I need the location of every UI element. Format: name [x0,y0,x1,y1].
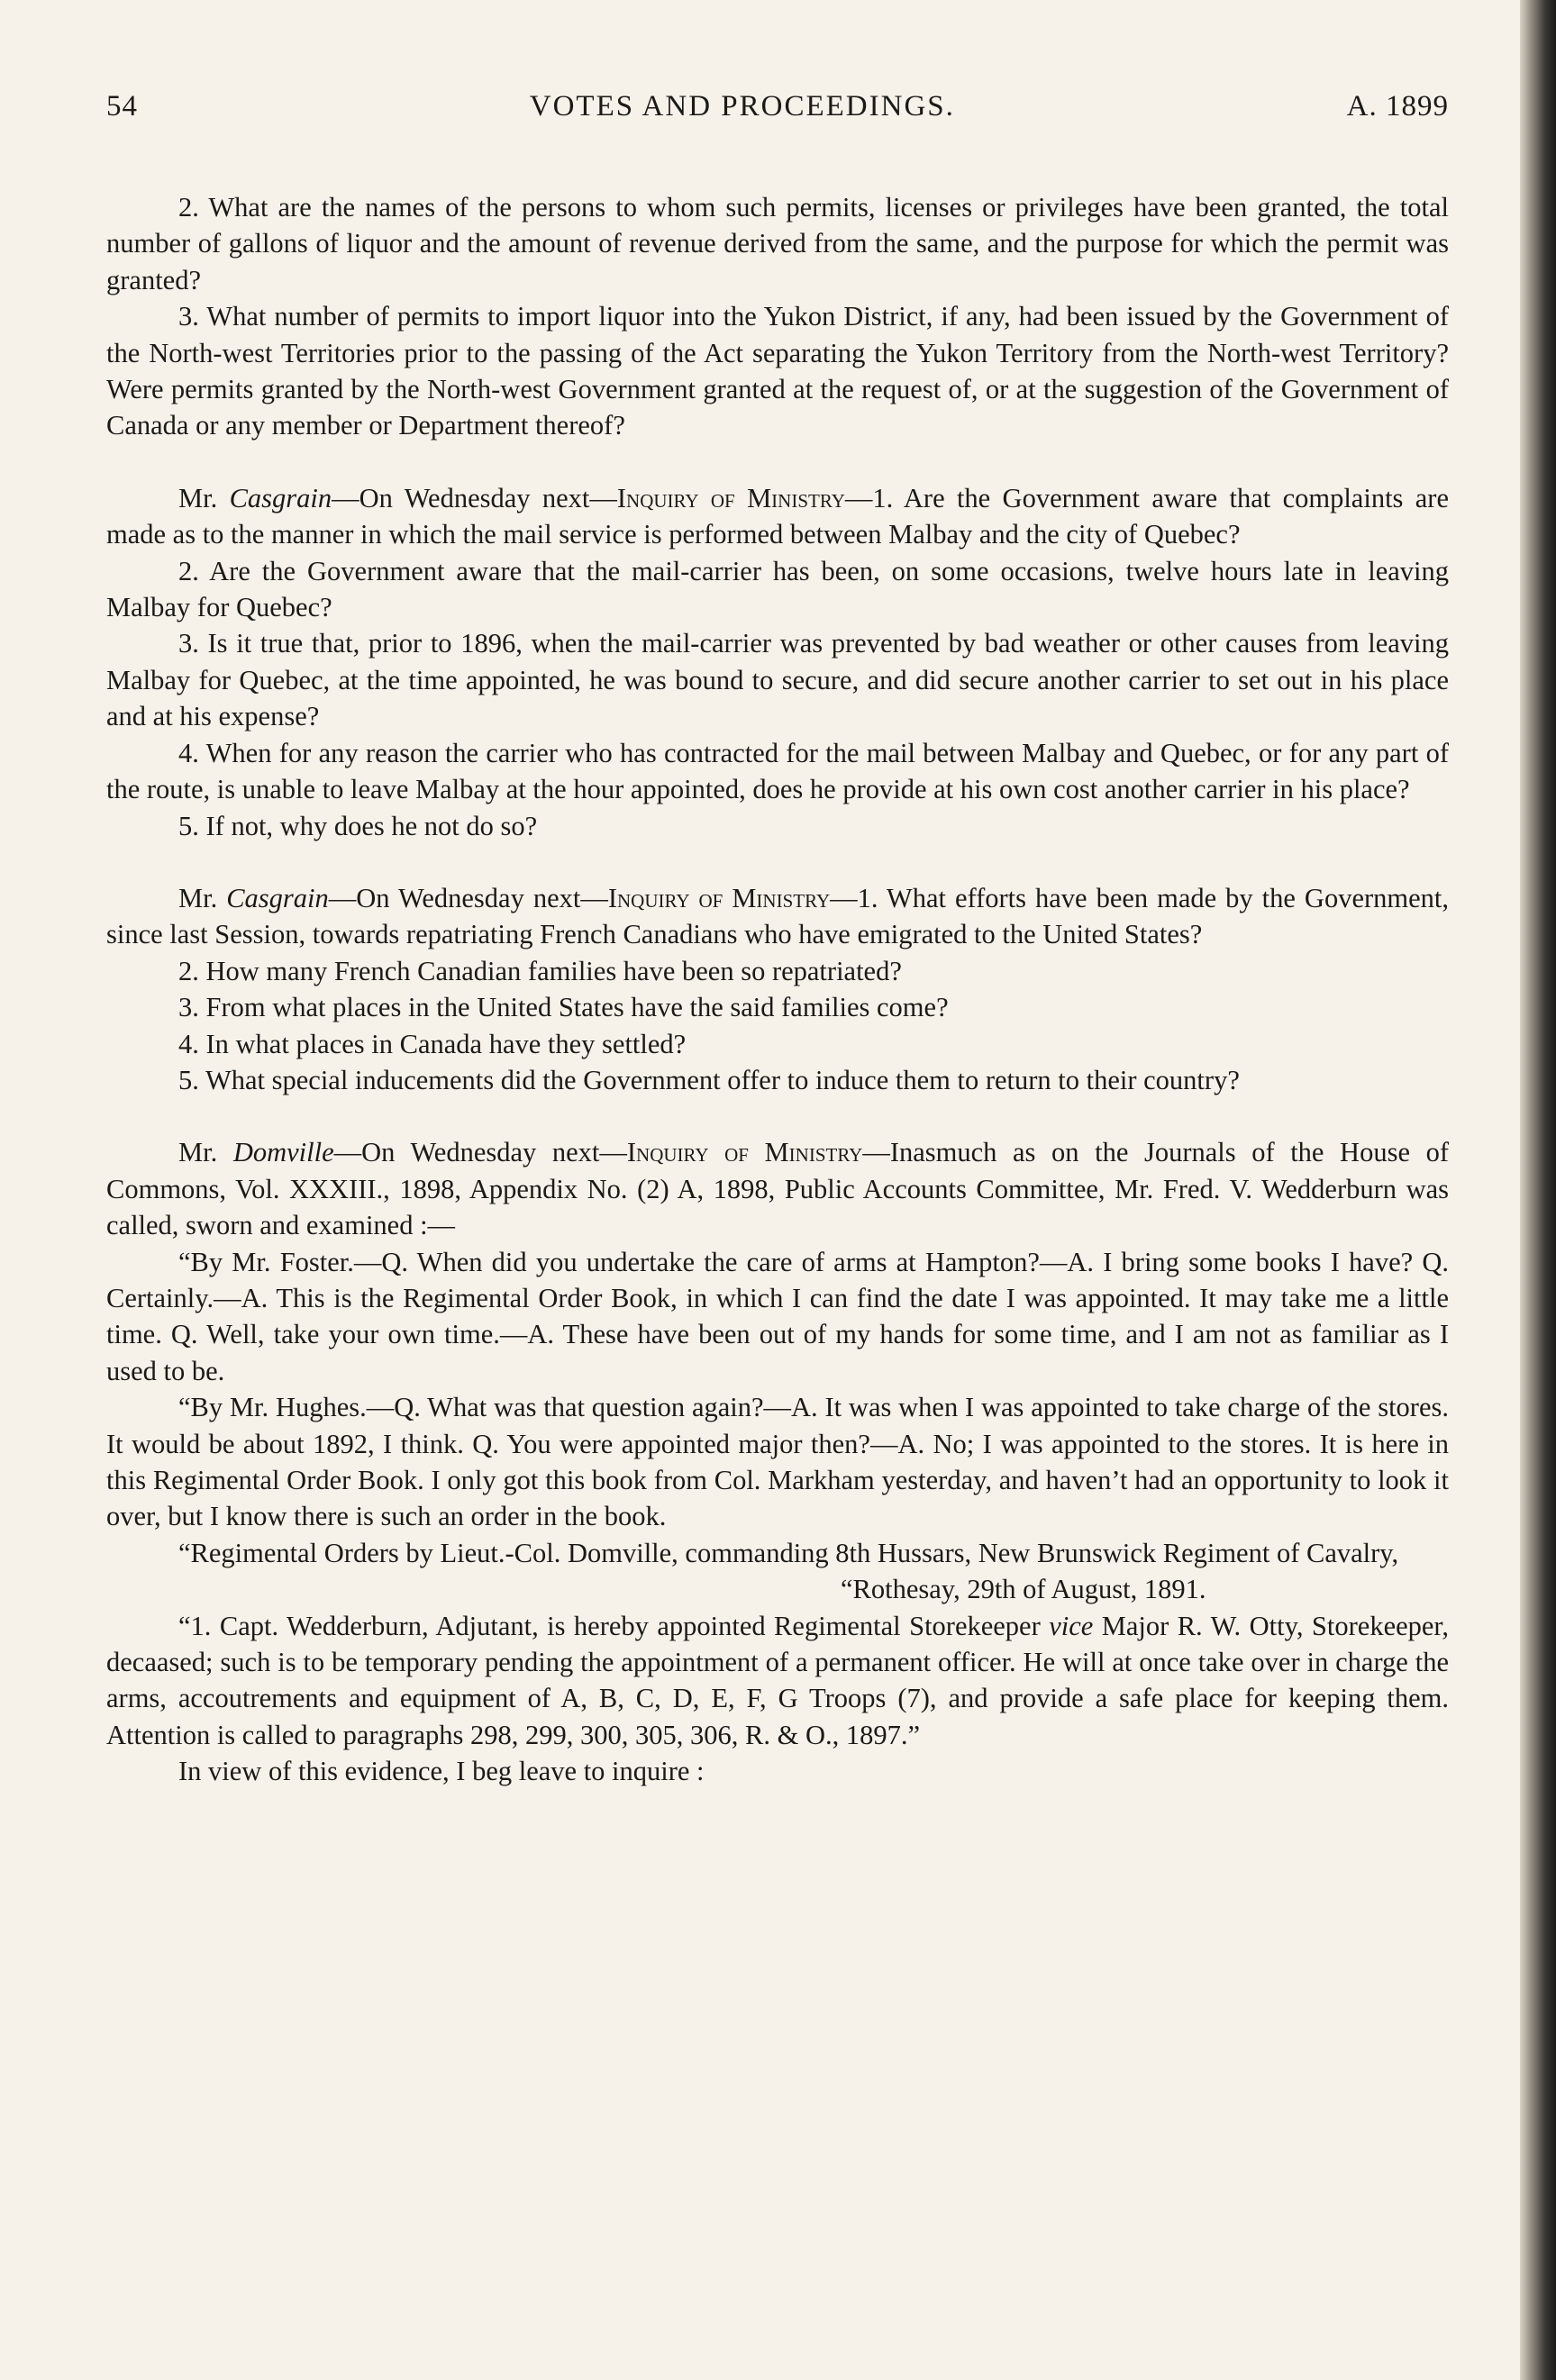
order-text: Major R. W. Otty, Storekeeper, decaased; such is to be temporary pending the appointment of a permanent officer. He will at once take over in charge the arms, accoutrements and equipment of A, B, C, D, E, F, G Troops (7), and provide a safe place for keeping them. Attention is called to paragraphs 298, 299, 300, 305, 306, R. & O., 1897.” [106,1610,1449,1750]
paragraph: 2. What are the names of the persons to whom such permits, licenses or privileges have been granted, the total number of gallons of liquor and the amount of revenue derived from the same, and the purpose for which the permit was granted? [106,192,1449,295]
running-header [106,90,1449,144]
evidence-quote: “By Mr. Hughes.—Q. What was that question again?—A. It was when I was appointed to take charge of the stores. It would be about 1892, I think. Q. You were appointed major then?—A. No; I was appointed to the stores. It is here in this Regimental Order Book. I only got this book from Col. Markham yesterday, and haven’t had an opportunity to look it over, but I know there is such an order in the book. [106,1392,1449,1532]
motion-kind: Inquiry of Ministry [626,1137,863,1168]
motion-text: —Inasmuch as on the Journals of the House of Commons, Vol. XXXIII., 1898, Appendix No. (2) A, 1898, Public Accounts Committee, Mr. Fred. V. Wedderburn was called, sworn and examined :— [106,1137,1449,1241]
order-text: “1. Capt. Wedderburn, Adjutant, is hereby appointed Regimental Storekeeper [178,1610,1050,1641]
motion-kind: Inquiry of Ministry [616,482,845,513]
mover-title: Mr. [178,1137,218,1168]
question: 5. If not, why does he not do so? [178,810,538,841]
question: 3. From what places in the United States have the said families come? [178,992,949,1023]
question: 4. In what places in Canada have they settled? [178,1028,687,1059]
closing-line: In view of this evidence, I beg leave to inquire : [178,1756,705,1787]
motion-date: —On Wednesday next— [333,1137,627,1168]
motion-opening [106,880,1449,953]
mover-name: Casgrain [229,482,332,513]
motion-opening [106,1134,1449,1243]
session-year: A. 1899 [1346,90,1449,123]
motion-kind: Inquiry of Ministry [607,882,831,913]
motion-casgrain-repatriation [106,880,1449,1098]
evidence-quote: “By Mr. Foster.—Q. When did you undertake the care of arms at Hampton?—A. I bring some books I have? Q. Certainly.—A. This is the Regimental Order Book, in which I can find the date I was appointed. It may take me a little time. Q. Well, take your own time.—A. These have been out of my hands for some time, and I am not as familiar as I used to be. [106,1246,1449,1386]
mover-title: Mr. [178,882,218,913]
page-edge-shadow [1520,0,1556,2380]
question: 2. Are the Government aware that the mail-carrier has been, on some occasions, twelve hours late in leaving Malbay for Quebec? [106,555,1449,623]
regimental-order [106,1608,1449,1754]
question-text: —1. What efforts have been made by the Government, since last Session, towards repatriating French Canadians who have emigrated to the United States? [106,882,1449,950]
motion-casgrain-mail-service [106,480,1449,844]
motion-date: —On Wednesday next— [332,482,617,513]
question: 2. How many French Canadian families have been so repatriated? [178,955,902,986]
motion-opening [106,480,1449,553]
question-text: —1. Are the Government aware that complaints are made as to the manner in which the mail service is performed between Malbay and the city of Quebec? [106,482,1449,550]
continued-inquiry [106,189,1449,444]
mover-name: Domville [232,1137,334,1168]
order-date: “Rothesay, 29th of August, 1891. [841,1574,1206,1605]
regimental-orders-heading: “Regimental Orders by Lieut.-Col. Domville, commanding 8th Hussars, New Brunswick Regiment of Cavalry, [178,1537,1399,1568]
vice-italic: vice [1049,1610,1094,1641]
document-page [106,90,1449,1790]
question: 4. When for any reason the carrier who has contracted for the mail between Malbay and Quebec, or for any part of the route, is unable to leave Malbay at the hour appointed, does he provide at his own cost another carrier in his place? [106,737,1449,805]
running-title: VOTES AND PROCEEDINGS. [529,90,955,123]
motion-date: —On Wednesday next— [328,882,608,913]
question: 5. What special inducements did the Government offer to induce them to return to their country? [178,1064,1240,1095]
paragraph: 3. What number of permits to import liquor into the Yukon District, if any, had been issued by the Government of the North-west Territories prior to the passing of the Act separating the Yukon Territory from the North-west Territory? Were permits granted by the North-west Government granted at the request of, or at the suggestion of the Government of Canada or any member or Department thereof? [106,301,1449,441]
page-body [106,189,1449,1790]
mover-name: Casgrain [226,882,329,913]
question: 3. Is it true that, prior to 1896, when the mail-carrier was prevented by bad weather or other causes from leaving Malbay for Quebec, at the time appointed, he was bound to secure, and did secure another carrier to set out in his place and at his expense? [106,628,1449,732]
motion-domville-storekeeper [106,1134,1449,1789]
mover-title: Mr. [178,482,218,513]
page-number: 54 [106,90,138,123]
